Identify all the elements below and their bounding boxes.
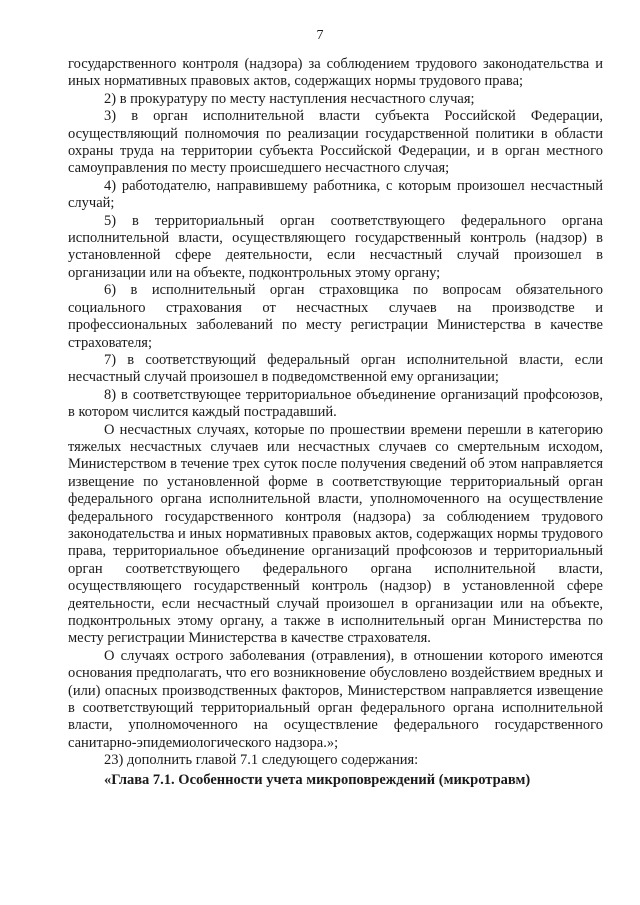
chapter-heading: «Глава 7.1. Особенности учета микроповреждений (микротравм) bbox=[104, 771, 531, 788]
paragraph: 4) работодателю, направившему работника, с которым произошел несчастный случай; bbox=[68, 177, 603, 212]
paragraph: 5) в территориальный орган соответствующего федерального органа исполнительной власти, осуществляющего государственный контроль (надзор) в установленной сфере деятельности, если несчастный случай произошел в организации или на объекте, подконтрольных этому органу; bbox=[68, 212, 603, 281]
paragraph: 2) в прокуратуру по месту наступления несчастного случая; bbox=[104, 90, 475, 107]
page-number: 7 bbox=[316, 28, 324, 43]
paragraph: государственного контроля (надзора) за соблюдением трудового законодательства и иных нормативных правовых актов, содержащих нормы трудового права; bbox=[68, 56, 603, 90]
paragraph: О несчастных случаях, которые по прошествии времени перешли в категорию тяжелых несчастных случаев или несчастных случаев со смертельным исходом, Министерством в течение трех суток после получения сведений об этом направляется извещение по установленной форме в соответствующие территориальный орган федерального органа исполнительной власти, уполномоченного на осуществление федерального государственного контроля (надзора) за соблюдением трудового законодательства и иных нормативных правовых актов, содержащих нормы трудового права, территориальное объединение организаций профсоюзов и территориальный орган соответствующего федерального органа исполнительной власти, осуществляющего государственный контроль (надзор) в установленной сфере деятельности, если несчастный случай произошел в организации или на объекте, подконтрольных этому органу, а также в исполнительный орган Министерства по месту регистрации Министерства в качестве страхователя. bbox=[68, 421, 603, 647]
document-body bbox=[68, 56, 603, 789]
paragraph: 3) в орган исполнительной власти субъекта Российской Федерации, осуществляющий полномочия по реализации государственной политики в области охраны труда на территории субъекта Российской Федерации, и в орган местного самоуправления по месту происшедшего несчастного случая; bbox=[68, 108, 603, 177]
paragraph: 8) в соответствующее территориальное объединение организаций профсоюзов, в котором числится каждый пострадавший. bbox=[68, 386, 603, 421]
paragraph: 23) дополнить главой 7.1 следующего содержания: bbox=[104, 752, 419, 769]
paragraph: 6) в исполнительный орган страховщика по вопросам обязательного социального страхования от несчастных случаев на производстве и профессиональных заболеваний по месту регистрации Министерства в качестве страхователя; bbox=[68, 282, 603, 351]
paragraph: О случаях острого заболевания (отравления), в отношении которого имеются основания предполагать, что его возникновение обусловлено воздействием вредных и (или) опасных производственных факторов, Министерством направляется извещение в соответствующий территориальный орган федерального органа исполнительной власти, уполномоченного на осуществление федерального государственного санитарно-эпидемиологического надзора.»; bbox=[68, 647, 603, 751]
paragraph: 7) в соответствующий федеральный орган исполнительной власти, если несчастный случай произошел в подведомственной ему организации; bbox=[68, 351, 603, 386]
